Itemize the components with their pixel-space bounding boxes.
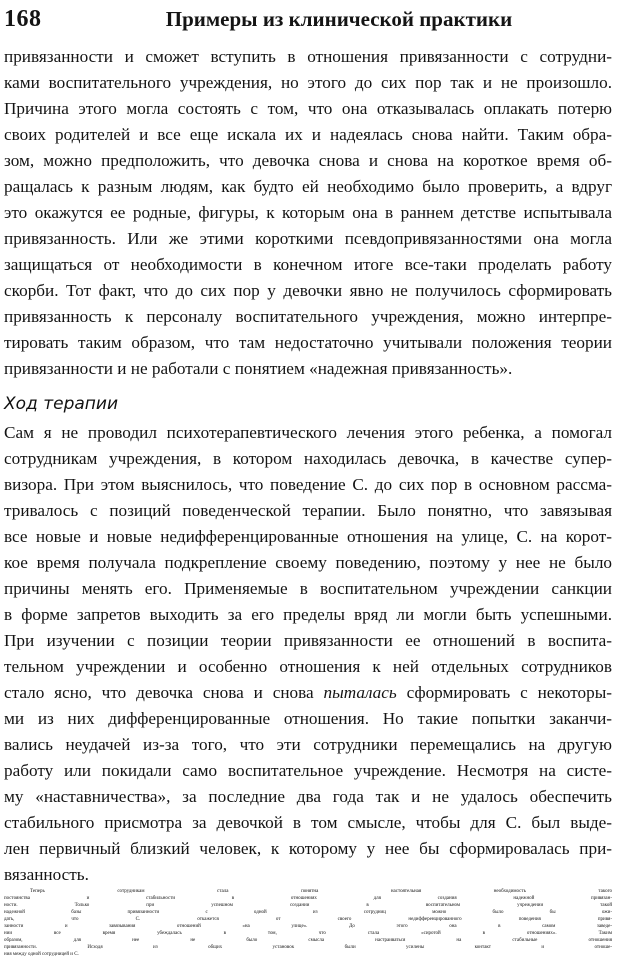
text-line: ния между одной сотрудницей и С. (4, 952, 79, 957)
text-line: ращалась к разным людям, как будто ей необходимо было проверить, а вдруг (4, 177, 612, 196)
text-line: привязанность к персоналу воспитательного учреждения, можно интерпре- (4, 307, 612, 326)
text-line: в форме запретов выходить за его пределы вряд ли могли быть успешными. (4, 605, 612, 624)
text-line: причины менять его. Применяемые в воспитательном учреждении санкции (4, 579, 612, 598)
text-line: Сам я не проводил психотерапевтического лечения этого ребенка, а помогал (4, 423, 612, 442)
text-line: Теперь сотрудникам стала понятна настоятельная необходимость такого (30, 889, 612, 894)
line-segment: стало ясно, что девочка снова и снова (4, 683, 324, 702)
text-line: это окажутся ее родные, фигуры, к которым она в раннем детстве испытывала (4, 203, 612, 222)
text-line: тривалось с позиций поведенческой терапии. Было понятно, что завязывая (4, 501, 612, 520)
running-title: Примеры из клинической практики (165, 7, 513, 31)
text-line: тельном учреждении и особенно отношения к ней отдельных сотрудников (4, 657, 612, 676)
text-line: лен первичный близкий человек, к которому у нее бы сформировалась при- (4, 839, 612, 858)
text-line: сотрудникам учреждения, в котором находилась девочка, в качестве супер- (4, 449, 612, 468)
text-line: вались неудачей из-за того, что эти сотрудники перемещались на другую (4, 735, 612, 754)
text-line: ности. Только при успешном создании в воспитательном учреждении такой (4, 903, 612, 908)
emphasized-word: пыталась (323, 683, 397, 702)
text-line: привязанности и сможет вступить в отношения привязанности с сотрудни- (4, 47, 612, 66)
text-line: му «наставничества», за последние два года так и не удалось обеспечить (4, 787, 612, 806)
text-line: образом, для нее не было смысла настраиваться на стабильные отношения (4, 938, 612, 943)
text-line: вязанность. (4, 865, 89, 884)
text-line: защищаться от необходимости в конечном итоге все-таки проделать работу (4, 255, 612, 274)
text-line: зом, можно предположить, что девочка снова и снова на короткое время об- (4, 151, 612, 170)
text-line: тировать таким образом, что там недостаточно учитывали положения теории (4, 333, 612, 352)
line-segment: сформировать с некоторы- (396, 683, 612, 702)
text-line: все новые и новые недифференцированные отношения на улице, С. на корот- (4, 527, 612, 546)
text-line: ками воспитательного учреждения, но этого до сих пор так и не произошло. (4, 73, 612, 92)
text-line: скорби. Тот факт, что до сих пор у девочки явно не получилось сформировать (4, 281, 612, 300)
text-line: ми из них дифференцированные отношения. Но такие попытки заканчи- (4, 709, 612, 728)
text-line: кое время получала подкрепление своему поведению, поэтому у нее не было (4, 553, 612, 572)
text-line: стабильного присмотра за девочкой в том смысле, чтобы для С. был выде- (4, 813, 612, 832)
text-line: постоянства и стабильности в отношениях для создания надежной привязан- (4, 896, 612, 901)
text-line: Причина этого могла состоять с том, что она отказывалась оплакать потерю (4, 99, 612, 118)
text-line: работу или покидали само воспитательное учреждение. Несмотря на систе- (4, 761, 612, 780)
text-line: визора. При этом выяснилось, что поведение С. до сих пор в основном рассма- (4, 475, 612, 494)
text-line: При изучении с позиции теории привязанности ее отношений в воспита- (4, 631, 612, 650)
text-line: своих родителей и все еще искала их и надеялась снова найти. Таким обра- (4, 125, 612, 144)
section-heading: Ход терапии (4, 394, 118, 414)
page-number: 168 (4, 6, 42, 32)
text-line: дать, что С. откажется от своего недифференцированного поведения привя- (4, 917, 612, 922)
text-line: занности и завязывания отношений «на улице». До этого она в самом заведе- (4, 924, 612, 929)
text-line: нии все время убеждалась в том, что стала «сиротой в отношениях». Таким (4, 931, 612, 936)
text-line: привязанности и не работали с понятием «надежная привязанность». (4, 359, 513, 378)
text-line: привязанности. Исходя из общих установок были усилены контакт и отноше- (4, 945, 612, 950)
text-line: привязанность. Или же этими короткими псевдопривязанностями она могла (4, 229, 612, 248)
text-line: надежной базы привязанности с одной из сотрудниц можно было бы ожи- (4, 910, 612, 915)
